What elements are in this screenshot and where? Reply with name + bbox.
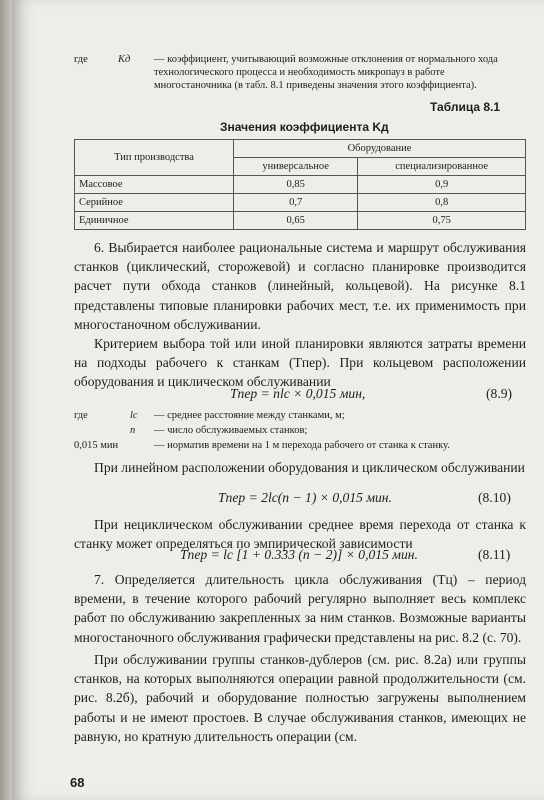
formula-8-11: Tпер = lс [1 + 0.333 (n − 2)] × 0,015 мин. (180, 547, 418, 562)
row-specialized: 0,9 (358, 176, 526, 194)
row-type: Массовое (75, 176, 234, 194)
paragraph-6: 6. Выбирается наиболее рациональные система и маршрут обслуживания станков (циклический, сторожевой) и согласно планировке производится расчет пути обхода станков (линейный, кольцевой). На рисунке 8.1 представлены типовые планировки рабочих мест, т.е. их применимость при многостаночном обслуживании. (74, 240, 526, 332)
paragraph-noncyclic: При нециклическом обслуживании среднее время перехода от станка к станку может определяться по эмпирической зависимости (74, 517, 526, 552)
legend-symbol: lс (130, 410, 138, 421)
row-type: Единичное (75, 212, 234, 230)
legend-text: — норматив времени на 1 м перехода рабочего от станка к станку. (154, 440, 450, 451)
table-row (75, 194, 526, 212)
row-type: Серийное (75, 194, 234, 212)
page-number: 68 (70, 775, 85, 790)
header-equipment: Оборудование (234, 140, 526, 158)
paragraph-7: 7. Определяется длительность цикла обслуживания (Tц) – период времени, в течение которого рабочий регулярно выполняет весь комплекс работ по обслуживанию закрепленных за ним станков. Возможные варианты многостаночного обслуживания графически представлены на рис. 8.2 (с. 70). (74, 572, 526, 645)
footnote-symbol: Kд (118, 54, 131, 65)
paragraph-criterion: Критерием выбора той или иной планировки являются затраты времени на подходы рабочего к станкам (Tпер). При кольцевом расположении оборудования и циклическом обслуживании (74, 336, 526, 390)
formula-8-9: Tпер = nlс × 0,015 мин, (230, 386, 366, 401)
legend-where-label: где (74, 410, 88, 421)
row-universal: 0,7 (234, 194, 358, 212)
legend-text: — среднее расстояние между станками, м; (154, 410, 345, 421)
table-row (75, 212, 526, 230)
table-title: Значения коэффициента Kд (220, 120, 389, 134)
footnote-description: — коэффициент, учитывающий возможные отклонения от нормального хода технологического процесса и необходимость микропауз в работе многостаночника (в табл. 8.1 приведены значения этого коэффициента). (154, 54, 498, 91)
legend-text: — число обслуживаемых станков; (154, 425, 308, 436)
row-universal: 0,85 (234, 176, 358, 194)
table-row (75, 176, 526, 194)
header-production-type: Тип производства (75, 140, 234, 176)
legend-symbol: n (130, 425, 136, 436)
paragraph-linear: При линейном расположении оборудования и циклическом обслуживании (94, 460, 525, 475)
table-number: Таблица 8.1 (430, 100, 501, 114)
book-spine-shadow (0, 0, 12, 800)
book-page (12, 0, 544, 800)
paragraph-dublers: При обслуживании группы станков-дублеров (см. рис. 8.2а) или группы станков, на которых выполняются операции равной продолжительности (см. рис. 8.2б), рабочий и оборудование полностью загружены выполнением работы и не имеют простоев. В случае обслуживания станков, имеющих не равную, но кратную длительность операции (см. (74, 652, 526, 744)
header-specialized: специализированное (358, 158, 526, 176)
row-specialized: 0,8 (358, 194, 526, 212)
footnote-where-label: где (74, 54, 88, 65)
table-header-row (75, 140, 526, 158)
header-universal: универсальное (234, 158, 358, 176)
coefficient-table (74, 139, 526, 230)
legend-symbol: 0,015 мин (74, 440, 119, 451)
formula-8-11-number: (8.11) (478, 547, 511, 562)
formula-8-10: Tпер = 2lс(n − 1) × 0,015 мин. (218, 490, 392, 505)
formula-8-9-number: (8.9) (486, 386, 513, 401)
row-universal: 0,65 (234, 212, 358, 230)
formula-8-10-number: (8.10) (478, 490, 511, 505)
row-specialized: 0,75 (358, 212, 526, 230)
